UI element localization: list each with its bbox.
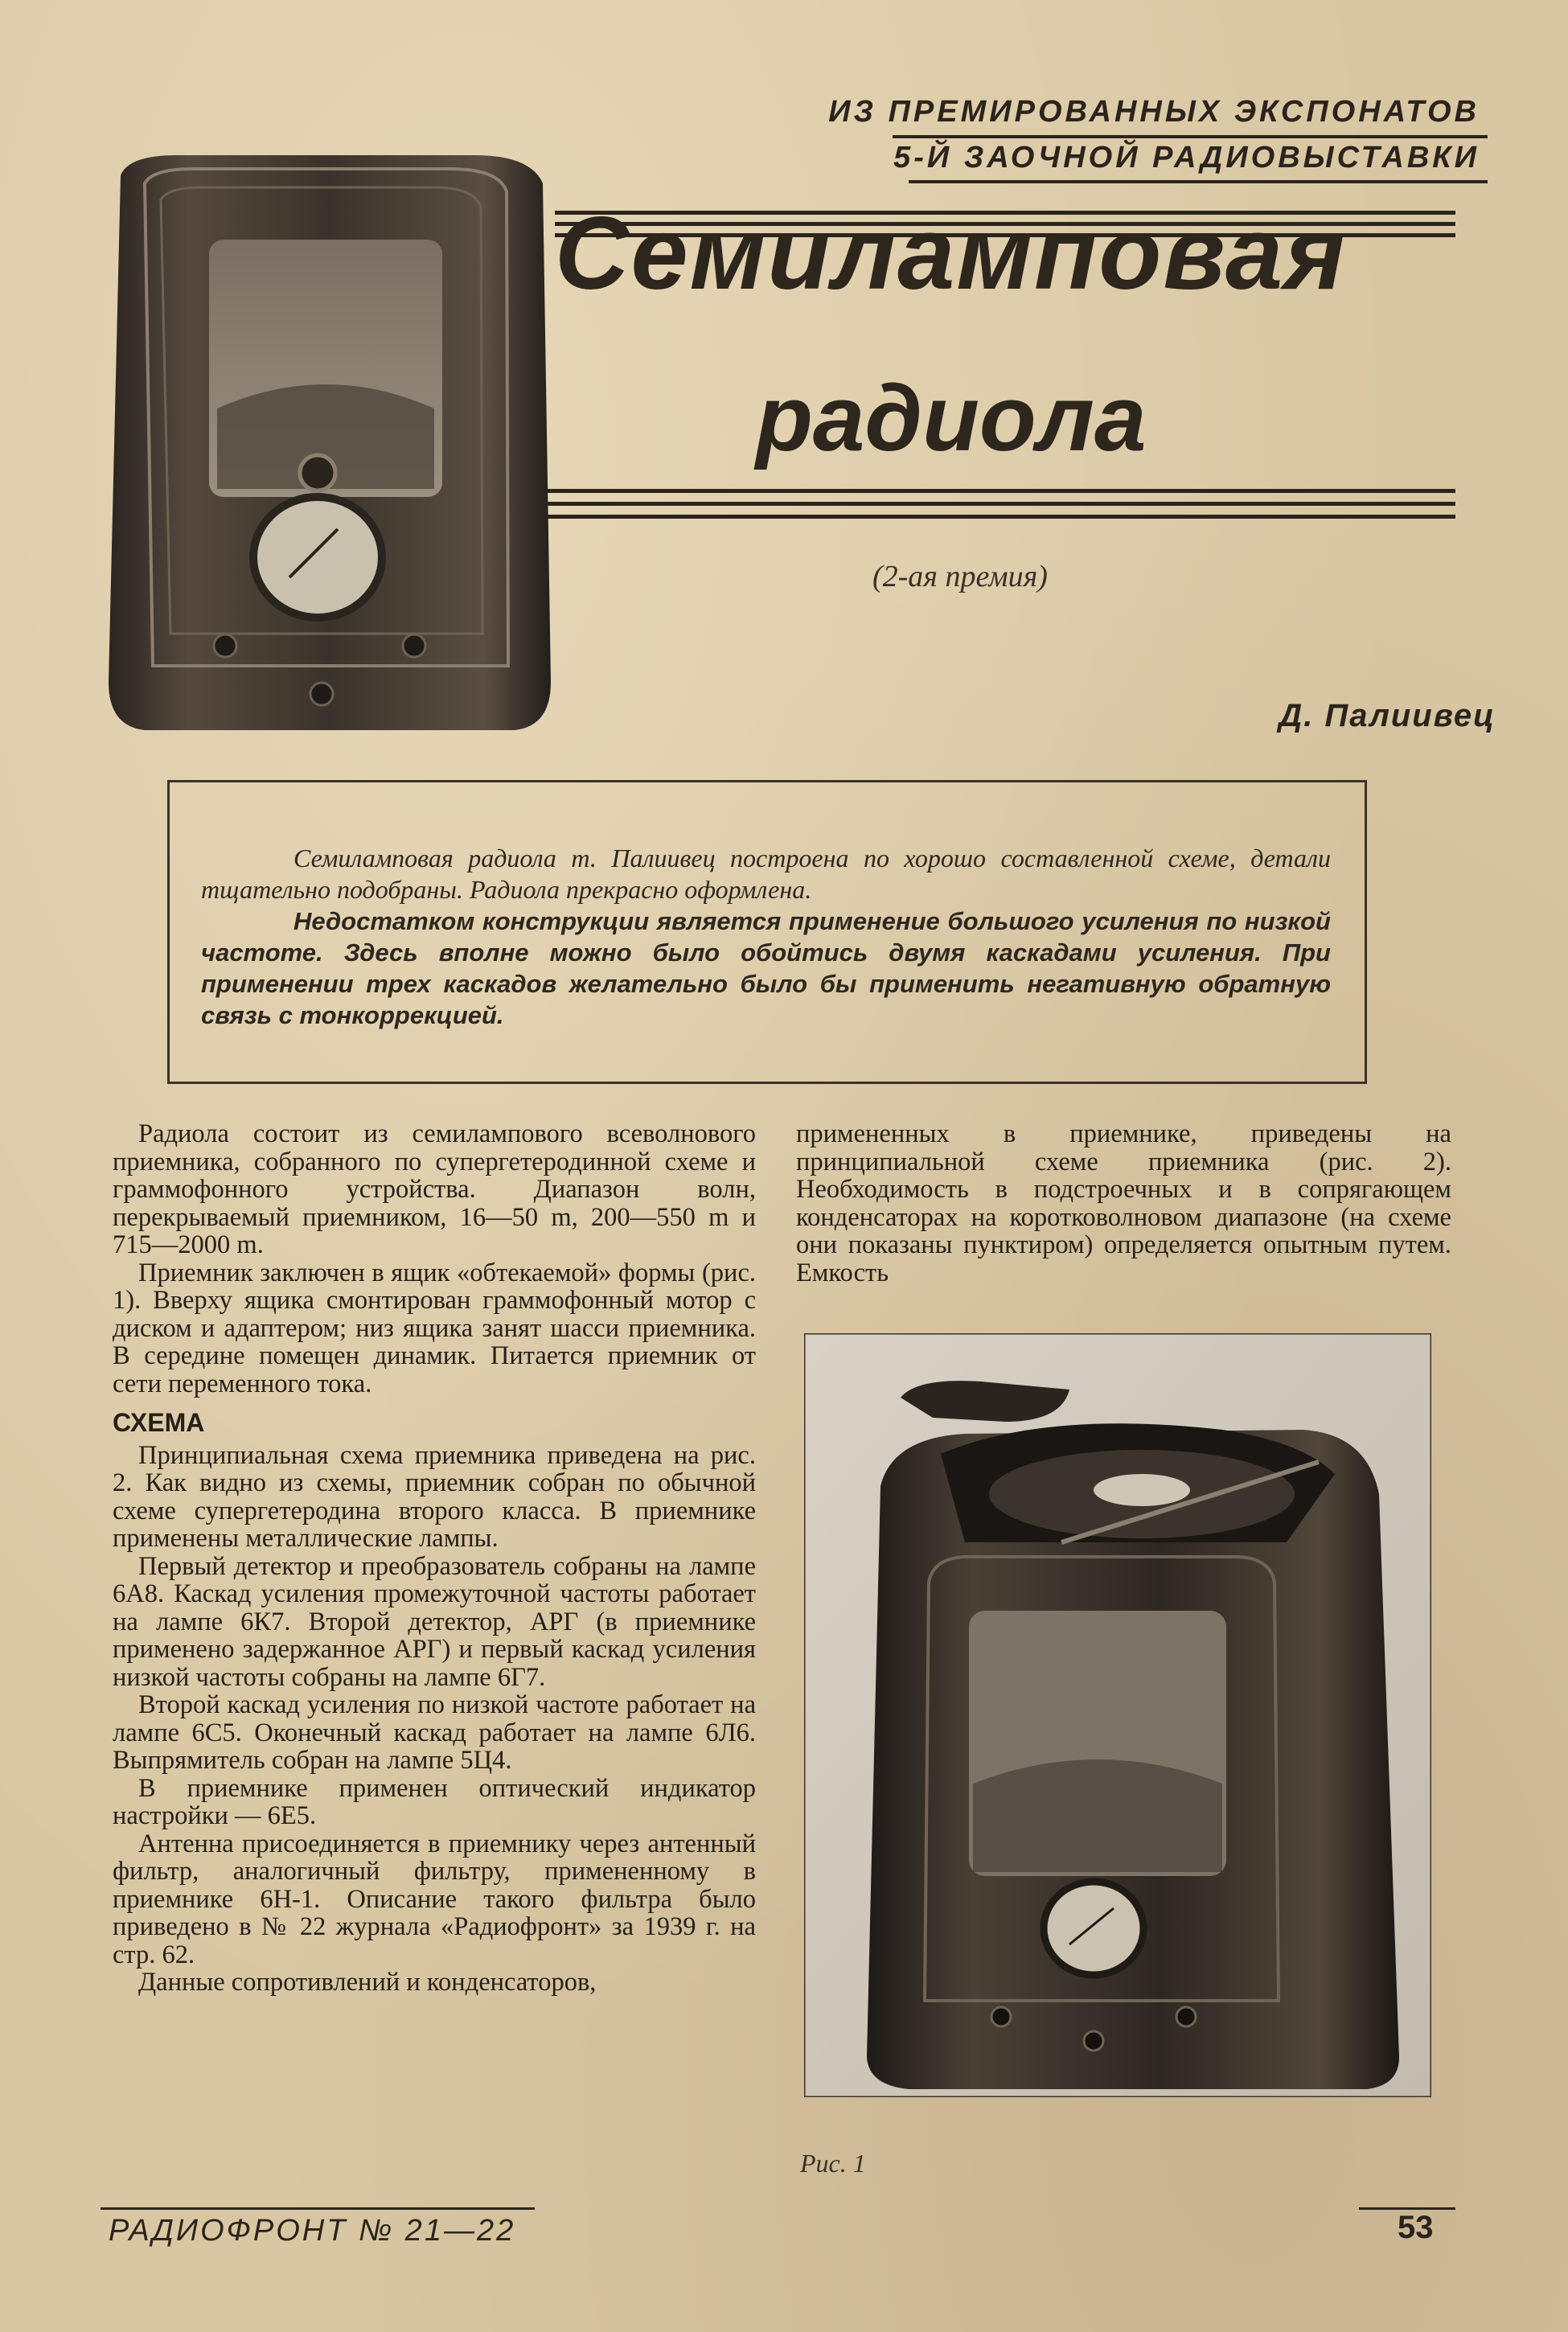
body-paragraph: Второй каскад усиления по низкой частоте работает на лампе 6С5. Оконечный каскад работает на лампе 6Л6. Выпрямитель собран на лампе 5Ц4. [113, 1690, 756, 1775]
body-paragraph: Приемник заключен в ящик «обтекаемой» формы (рис. 1). Вверху ящика смонтирован граммофонный мотор с диском и адаптером; низ ящика занят шасси приемника. В середине помещен динамик. Питается приемник от сети переменного тока. [113, 1258, 756, 1398]
radio-photo [96, 151, 563, 738]
body-paragraph: примененных в приемнике, приведены на принципиальной схеме приемника (рис. 2). Необходимость в подстроечных и в сопрягающем конденсаторах на коротковолновом диапазоне (на схеме они показаны пунктиром) определяется опытным путем. Емкость [796, 1119, 1451, 1287]
body-column-left [113, 1120, 756, 1997]
figure-caption: Рис. 1 [800, 2149, 866, 2178]
prize-label: (2-ая премия) [872, 560, 1048, 593]
footer-rule-left [101, 2207, 535, 2210]
editorial-paragraph-1: Семиламповая радиола т. Палиивец построена по хорошо составленной схеме, детали тщательно подобраны. Радиола прекрасно оформлена. [201, 844, 1331, 904]
author-name: Д. Палиивец [1279, 698, 1496, 733]
section-heading-scheme: СХЕМА [113, 1408, 205, 1437]
body-paragraph: Данные сопротивлений и конденсаторов, [138, 1968, 597, 1997]
body-paragraph: В приемнике применен оптический индикатор настройки — 6Е5. [113, 1773, 756, 1830]
kicker-rule-2 [909, 180, 1488, 183]
kicker-line-2: 5-Й ЗАОЧНОЙ РАДИОВЫСТАВКИ [893, 141, 1480, 174]
footer-journal-title: РАДИОФРОНТ № 21—22 [109, 2214, 516, 2248]
editorial-paragraph-2: Недостатком конструкции является применение большого усиления по низкой частоте. Здесь вполне можно было обойтись двумя каскадами усиления. При применении трех каскадов желательно было бы применить негативную обратную связь с тонкоррекцией. [201, 907, 1331, 1029]
page-number: 53 [1398, 2210, 1434, 2245]
body-paragraph: Первый детектор и преобразователь собраны на лампе 6А8. Каскад усиления промежуточной частоты работает на лампе 6К7. Второй детектор, АРГ (в приемнике применено задержанное АРГ) и первый каскад усиления низкой частоты собраны на лампе 6Г7. [113, 1551, 756, 1692]
title-stripe-bottom-3 [531, 515, 1455, 519]
title-stripe-bottom-1 [531, 489, 1455, 493]
body-paragraph: Радиола состоит из семилампового всеволнового приемника, собранного по супергетеродинной схеме и граммофонного устройства. Диапазон волн, перекрываемый приемником, 16—50 m, 200—550 m и 715—2000 m. [113, 1119, 756, 1259]
page-title: Семиламповая [555, 196, 1347, 311]
kicker-rule-1 [893, 135, 1488, 138]
body-column-right [796, 1120, 1451, 1287]
body-paragraph: Антенна присоединяется в приемнику через антенный фильтр, аналогичный фильтру, примененному в приемнике 6Н-1. Описание такого фильтра было приведено в № 22 журнала «Радиофронт» за 1939 г. на стр. 62. [113, 1829, 756, 1969]
radiola-photo-figure-1 [804, 1333, 1431, 2097]
editorial-note [201, 843, 1331, 1031]
body-paragraph: Принципиальная схема приемника приведена на рис. 2. Как видно из схемы, приемник собран по обычной схеме супергетеродина второго класса. В приемнике применены металлические лампы. [113, 1440, 756, 1553]
page-title-line-2: радиола [756, 366, 1147, 470]
kicker-line-1: ИЗ ПРЕМИРОВАННЫХ ЭКСПОНАТОВ [828, 95, 1480, 129]
title-stripe-bottom-2 [531, 502, 1455, 506]
